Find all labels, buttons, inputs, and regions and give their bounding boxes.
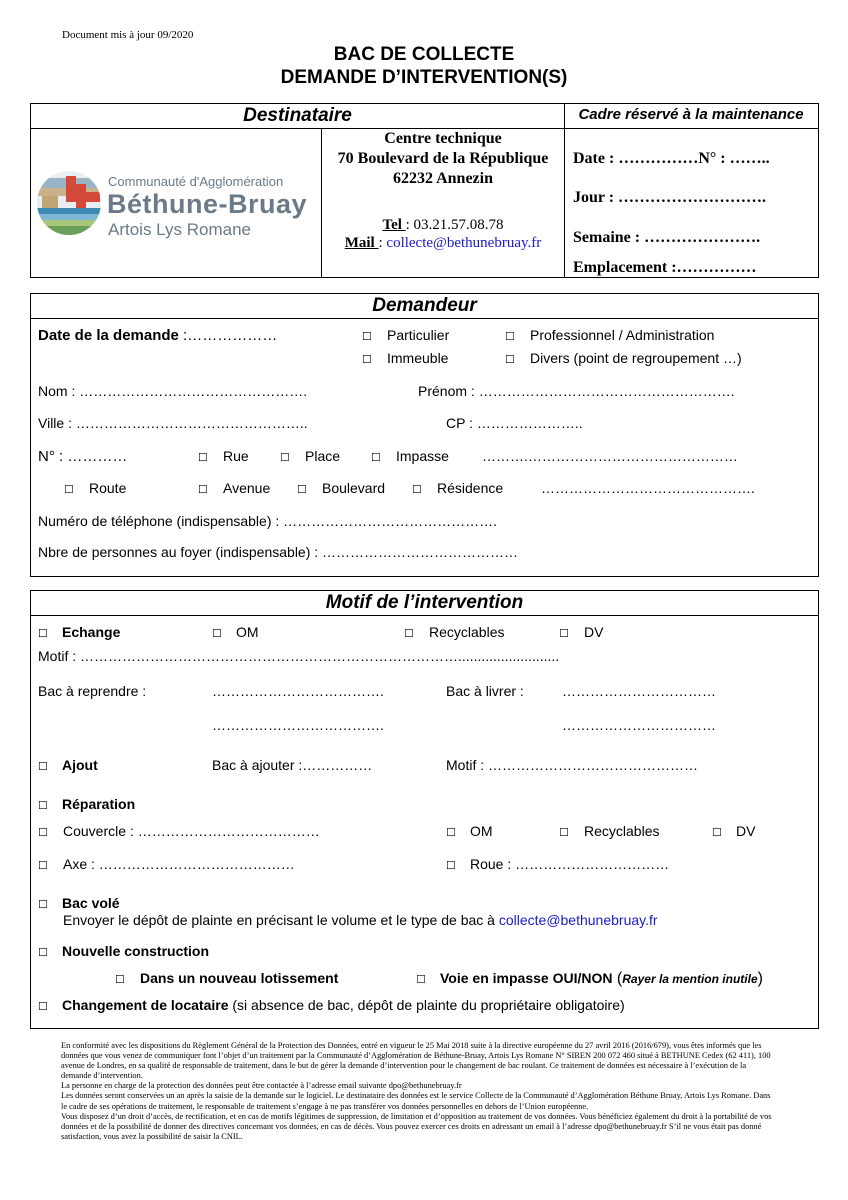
checkbox-icon[interactable]: ☐ — [38, 1001, 48, 1013]
checkbox-label: Impasse — [396, 448, 449, 464]
bac-reprendre-label: Bac à reprendre : — [38, 683, 147, 699]
residence-name-field[interactable]: ………………………………………. — [541, 480, 755, 496]
phone-value: : 03.21.57.08.78 — [405, 217, 504, 233]
bac-livrer-field-2[interactable]: …………………………… — [562, 717, 716, 733]
footer-paragraph-2: La personne en charge de la protection des données peut être contactée à l’adresse email suivante dpo@bethunebruay.fr — [61, 1081, 462, 1091]
motif-heading: Motif de l’intervention — [325, 592, 524, 613]
logo-text-line2: Béthune-Bruay — [107, 189, 308, 219]
checkbox-place[interactable] — [280, 448, 340, 464]
checkbox-icon[interactable]: ☐ — [38, 800, 48, 812]
checkbox-icon[interactable]: ☐ — [559, 628, 569, 640]
footer-paragraph-4: Vous disposez d’un droit d’accès, de rectification, et en cas de motifs légitimes de suppression, de limitation et d’opposition au traitement de vos données. Vous bénéficiez également du droit à la portabilité de vos données et de la possibilité de donner des directives concernant vos données, en cas de décès. Vous pouvez exercer ces droits en adressant un email à l’adresse dpo@bethunebruay.fr S’il ne vous était pas donné satisfaction, vous avez la possibilité de saisir la CNIL. — [61, 1111, 772, 1141]
checkbox-icon[interactable]: ☐ — [712, 827, 722, 839]
footer-paragraph-3: Les données seront conservées un an après la saisie de la demande sur le logiciel. Le destinataire des données est le service Collecte de la Communauté d’Agglomération Béthune Bruay, Artois Lys Romane. Dans le cadre de ses opérations de traitement, le responsable de traitement s’engage à ne pas transférer vos données personnelles en dehors de l’Union européenne. — [61, 1091, 771, 1111]
paren-close: ) — [757, 970, 763, 987]
checkbox-label: Avenue — [223, 480, 271, 496]
checkbox-icon[interactable]: ☐ — [416, 974, 426, 986]
checkbox-icon[interactable]: ☐ — [38, 761, 48, 773]
logo-text-line1: Communauté d'Agglomération — [108, 174, 284, 189]
request-date-dots: :……………… — [178, 327, 278, 344]
checkbox-rue[interactable] — [198, 448, 249, 464]
checkbox-icon[interactable]: ☐ — [38, 860, 48, 872]
phone-label: Tel — [382, 217, 406, 233]
bac-vole-instructions — [63, 912, 658, 928]
checkbox-divers[interactable] — [505, 350, 742, 366]
page-title: BAC DE COLLECTE — [333, 44, 515, 65]
checkbox-particulier[interactable] — [362, 327, 449, 343]
checkbox-echange-om[interactable] — [212, 624, 259, 640]
checkbox-label: Route — [89, 480, 127, 496]
checkbox-label: Dans un nouveau lotissement — [140, 970, 339, 986]
checkbox-label: Divers (point de regroupement …) — [530, 350, 742, 366]
agglomeration-logo — [36, 170, 102, 236]
bac-reprendre-field-1[interactable]: ………………………………. — [212, 683, 384, 699]
checkbox-label: Immeuble — [387, 350, 449, 366]
centre-phone — [322, 217, 564, 234]
checkbox-reparation-om[interactable] — [446, 823, 493, 839]
checkbox-icon[interactable]: ☐ — [212, 628, 222, 640]
checkbox-label: Recyclables — [584, 823, 660, 839]
checkbox-icon[interactable]: ☐ — [38, 947, 48, 959]
maintenance-heading: Cadre réservé à la maintenance — [578, 106, 804, 123]
checkbox-label: Roue : …………………………… — [470, 856, 670, 872]
mail-separator: : — [378, 235, 387, 251]
checkbox-reparation-recyclables[interactable] — [559, 823, 659, 839]
checkbox-label: Changement de locataire — [62, 997, 229, 1013]
prenom-field[interactable]: Prénom : ………………………………………………. — [418, 383, 735, 399]
checkbox-couvercle[interactable] — [38, 823, 320, 839]
checkbox-lotissement[interactable] — [115, 970, 338, 986]
checkbox-icon[interactable]: ☐ — [115, 974, 125, 986]
checkbox-icon[interactable]: ☐ — [38, 899, 48, 911]
checkbox-residence[interactable] — [412, 480, 503, 496]
street-number-field[interactable]: N° : ………… — [38, 448, 128, 465]
checkbox-route[interactable] — [64, 480, 126, 496]
telephone-field[interactable]: Numéro de téléphone (indispensable) : ………………………………………. — [38, 513, 498, 529]
checkbox-icon[interactable]: ☐ — [559, 827, 569, 839]
checkbox-changement-locataire[interactable] — [38, 997, 625, 1013]
page-subtitle: DEMANDE D’INTERVENTION(S) — [280, 67, 568, 88]
checkbox-icon[interactable]: ☐ — [362, 331, 372, 343]
checkbox-label: Echange — [62, 624, 121, 640]
checkbox-boulevard[interactable] — [297, 480, 385, 496]
maintenance-jour[interactable]: Jour : ………………………. — [573, 189, 767, 206]
street-name-field[interactable]: ……….……………………………………… — [482, 448, 738, 464]
bac-vole-text: Envoyer le dépôt de plainte en précisant le volume et le type de bac à — [63, 912, 499, 928]
checkbox-label: Réparation — [62, 796, 136, 812]
request-date-field[interactable] — [38, 327, 277, 344]
checkbox-impasse[interactable] — [371, 448, 449, 464]
checkbox-roue[interactable] — [446, 856, 669, 872]
checkbox-immeuble[interactable] — [362, 350, 448, 366]
maintenance-date[interactable]: Date : ……………N° : …….. — [573, 150, 770, 167]
checkbox-reparation[interactable] — [38, 796, 135, 812]
footer-paragraph-1: En conformité avec les dispositions du Règlement Général de la Protection des Données, entré en vigueur le 25 Mai 2018 suite à la directive européenne du 27 avril 2016 (2016/679), vous êtes informés que les données que vous venez de communiquer font l’objet d’un traitement par la Communauté d’Agglomération de Béthune-Bruay, Artois Lys Romane N° SIREN 200 072 460 situé à BETHUNE Cedex (62 411), 100 avenue de Londres, en sa qualité de responsable de traitement, dans le but de gérer la demande d’intervention pour le changement de bac roulant. Ce traitement de données est nécessaire à l’exécution de la demande d’intervention. — [61, 1041, 771, 1081]
bac-livrer-field-1[interactable]: …………………………… — [562, 683, 716, 699]
bac-livrer-label: Bac à livrer : — [446, 683, 524, 699]
checkbox-echange[interactable] — [38, 624, 120, 640]
checkbox-icon[interactable]: ☐ — [505, 331, 515, 343]
checkbox-label: Rue — [223, 448, 249, 464]
checkbox-icon[interactable]: ☐ — [362, 354, 372, 366]
checkbox-echange-recyclables[interactable] — [404, 624, 504, 640]
checkbox-label: DV — [584, 624, 604, 640]
maintenance-semaine[interactable]: Semaine : …………………. — [573, 229, 761, 246]
centre-address: 70 Boulevard de la République — [337, 150, 549, 167]
bac-reprendre-field-2[interactable]: ………………………………. — [212, 717, 384, 733]
checkbox-icon[interactable]: ☐ — [38, 628, 48, 640]
checkbox-label: Place — [305, 448, 341, 464]
checkbox-axe[interactable] — [38, 856, 295, 872]
ajout-motif-field[interactable]: Motif : ……………………………………… — [446, 757, 699, 773]
logo-text-line3: Artois Lys Romane — [108, 220, 251, 239]
checkbox-icon[interactable]: ☐ — [446, 827, 456, 839]
checkbox-icon[interactable]: ☐ — [64, 484, 74, 496]
checkbox-label: Ajout — [62, 757, 98, 773]
paren-open: ( — [612, 970, 623, 987]
request-date-label: Date de la demande — [38, 327, 179, 344]
checkbox-icon[interactable]: ☐ — [297, 484, 307, 496]
bac-ajouter-field[interactable]: Bac à ajouter :…………… — [212, 757, 373, 773]
checkbox-label: Résidence — [437, 480, 504, 496]
checkbox-reparation-dv[interactable] — [712, 823, 755, 839]
household-size-field[interactable]: Nbre de personnes au foyer (indispensable) : …………………………………… — [38, 544, 519, 560]
checkbox-voie-impasse[interactable] — [416, 970, 763, 988]
checkbox-label: DV — [736, 823, 756, 839]
checkbox-label: Nouvelle construction — [62, 943, 210, 959]
cp-field[interactable]: CP : ………………….. — [446, 415, 583, 431]
checkbox-label: OM — [236, 624, 259, 640]
demandeur-heading: Demandeur — [372, 295, 477, 316]
echange-motif-field[interactable]: Motif : ……………………………………………………………………….......................... — [38, 648, 560, 664]
checkbox-icon[interactable]: ☐ — [198, 452, 208, 464]
checkbox-professionnel[interactable] — [505, 327, 714, 343]
checkbox-icon[interactable]: ☐ — [280, 452, 290, 464]
checkbox-icon[interactable]: ☐ — [505, 354, 515, 366]
checkbox-nouvelle-construction[interactable] — [38, 943, 209, 959]
document-update-date: Document mis à jour 09/2020 — [62, 29, 194, 41]
checkbox-icon[interactable]: ☐ — [371, 452, 381, 464]
rayer-mention-note: Rayer la mention inutile — [622, 972, 758, 986]
checkbox-label: Axe : …………………………………… — [63, 856, 295, 872]
mail-link[interactable]: collecte@bethunebruay.fr — [386, 235, 542, 251]
checkbox-icon[interactable]: ☐ — [446, 860, 456, 872]
changement-note: (si absence de bac, dépôt de plainte du propriétaire obligatoire) — [228, 997, 625, 1013]
centre-mail — [322, 235, 564, 252]
checkbox-label: OM — [470, 823, 493, 839]
ville-field[interactable]: Ville : ………………………………………….. — [38, 415, 308, 431]
checkbox-label: Couvercle : ………………………………… — [63, 823, 320, 839]
bac-vole-email-link[interactable]: collecte@bethunebruay.fr — [498, 912, 658, 928]
maintenance-emplacement[interactable]: Emplacement :…………… — [573, 259, 757, 276]
checkbox-icon[interactable]: ☐ — [38, 827, 48, 839]
checkbox-ajout[interactable] — [38, 757, 98, 773]
footer-legal — [61, 1041, 778, 1142]
checkbox-label: Particulier — [387, 327, 450, 343]
checkbox-icon[interactable]: ☐ — [412, 484, 422, 496]
checkbox-icon[interactable]: ☐ — [198, 484, 208, 496]
checkbox-label: Bac volé — [62, 895, 120, 911]
checkbox-label: Professionnel / Administration — [530, 327, 715, 343]
checkbox-avenue[interactable] — [198, 480, 270, 496]
checkbox-echange-dv[interactable] — [559, 624, 603, 640]
centre-city: 62232 Annezin — [392, 170, 493, 187]
checkbox-label: Boulevard — [322, 480, 386, 496]
checkbox-label: Voie en impasse OUI/NON — [440, 970, 613, 986]
mail-label: Mail — [344, 235, 379, 251]
checkbox-icon[interactable]: ☐ — [404, 628, 414, 640]
destinataire-heading: Destinataire — [243, 105, 352, 126]
nom-field[interactable]: Nom : …………………………………………. — [38, 383, 308, 399]
centre-name: Centre technique — [384, 130, 502, 147]
checkbox-bac-vole[interactable] — [38, 895, 120, 911]
checkbox-label: Recyclables — [429, 624, 505, 640]
